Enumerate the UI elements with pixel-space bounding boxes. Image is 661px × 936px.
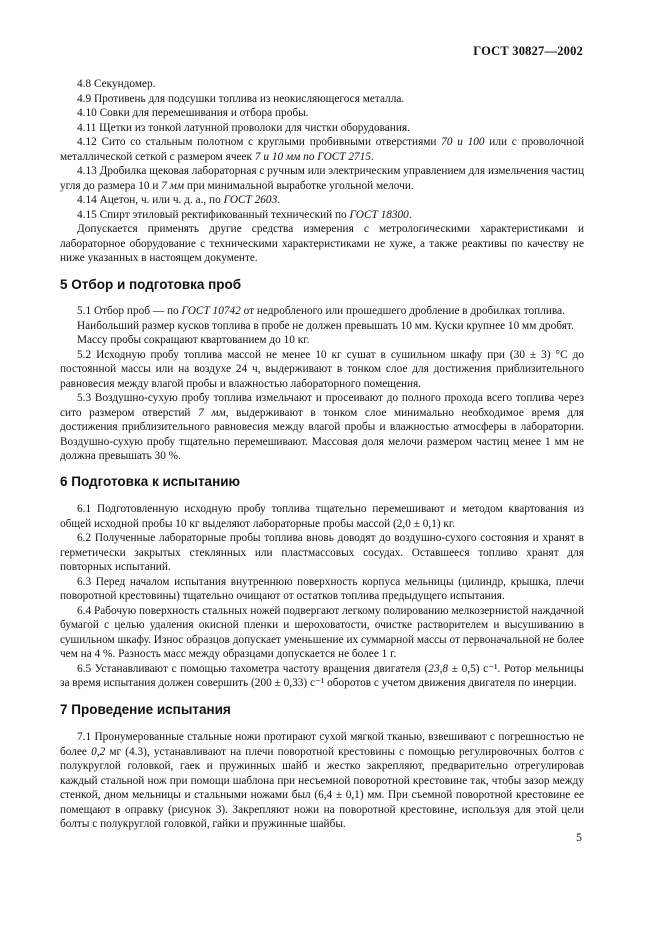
section-7-heading: 7 Проведение испытания [60, 701, 231, 717]
item-4-11: 4.11 Щетки из тонкой латунной проволоки для чистки оборудования. [77, 121, 410, 134]
para-6-3: 6.3 Перед началом испытания внутреннюю поверхность корпуса мельницы (цилиндр, крышка, плечи поворотной крестовины) тщательно очищают от остатков топлива предыдущего испытания. [60, 575, 584, 602]
para-5-3: 5.3 Воздушно-сухую пробу топлива измельчают и просеивают до полного прохода всего топлива через сито размером отверстий 7 мм, выдерживают в тонком слое минимально необходимое время для достижения приблизительного равновесия между влагой пробы и влажностью атмосферы в лаборатории. Воздушно-сухую пробу тщательно перемешивают. Массовая доля мелочи размером частиц менее 1 мм не должна превышать 30 %. [60, 392, 584, 462]
para-5-1-size: Наибольший размер кусков топлива в пробе не должен превышать 10 мм. Куски крупнее 10 мм дробят. [77, 319, 574, 332]
item-4-9: 4.9 Противень для подсушки топлива из неокисляющегося металла. [77, 92, 405, 105]
para-5-1: 5.1 Отбор проб — по ГОСТ 10742 от недробленого или прошедшего дробление в дробилках топлива. [77, 305, 565, 317]
page-body [60, 77, 584, 832]
item-4-14: 4.14 Ацетон, ч. или ч. д. а., по ГОСТ 2603. [77, 194, 281, 206]
para-6-1: 6.1 Подготовленную исходную пробу топлива тщательно перемешивают и методом квартования из общей исходной пробы 10 кг выделяют лабораторные пробы массой (2,0 ± 0,1) кг. [60, 503, 584, 530]
document-code: ГОСТ 30827—2002 [473, 44, 583, 58]
item-4-10: 4.10 Совки для перемешивания и отбора пробы. [77, 107, 309, 119]
permission-note: Допускается применять другие средства измерения с метрологическими характеристиками и лабораторное оборудование с техническими характеристиками не хуже, а также реактивы по качеству не ниже указанных в настоящем документе. [60, 223, 584, 264]
item-4-12: 4.12 Сито со стальным полотном с круглыми пробивными отверстиями 70 и 100 или с проволочной металлической сеткой с размером ячеек 7 и 10 мм по ГОСТ 2715. [60, 136, 584, 163]
para-5-2: 5.2 Исходную пробу топлива массой не менее 10 кг сушат в сушильном шкафу при (30 ± 3) °С до постоянной массы или на воздухе 24 ч, выдерживают в тонком слое для достижения приблизительного равновесия между влагой пробы и влажностью лабораторного помещения. [60, 348, 584, 390]
page-number: 5 [576, 830, 582, 844]
para-7-1: 7.1 Пронумерованные стальные ножи протирают сухой мягкой тканью, взвешивают с погрешностью не более 0,2 мг (4.3), устанавливают на плечи поворотной крестовины с помощью регулировочных болтов с полукруглой головкой, гаек и пружинных шайб и жестко закрепляют, предварительно отрегулировав каждый стальной нож при помощи шаблона при несъемной поворотной крестовине так, чтобы зазор между стенкой, дном мельницы и стальными ножами был (6,4 ± 0,1) мм. При съемной поворотной крестовине ее помещают в оправку (рисунок 3). Закрепляют ножи на поворотной крестовине, используя для этой цели болты с полукруглой головкой, гайки и пружинные шайбы. [60, 731, 584, 830]
item-4-13: 4.13 Дробилка щековая лабораторная с ручным или электрическим управлением для измельчения частиц угля до размера 10 и 7 мм при минимальной выработке угольной мелочи. [60, 165, 584, 192]
para-6-5: 6.5 Устанавливают с помощью тахометра частоту вращения двигателя (23,8 ± 0,5) с⁻¹. Ротор мельницы за время испытания должен совершить (200 ± 0,33) с⁻¹ оборотов с учетом движения двигателя по инерции. [60, 662, 584, 689]
item-4-8: 4.8 Секундомер. [77, 78, 156, 90]
para-6-4: 6.4 Рабочую поверхность стальных ножей подвергают легкому полированию мелкозернистой наждачной бумагой с целью удаления окисной пленки и шероховатости, очистке растворителем и высушиванию в сушильном шкафу. Износ образцов допускает уменьшение их суммарной массы от первоначальной не более чем на 4 %. Разность масс между образцами допускается не более 1 г. [60, 604, 584, 660]
para-5-1-mass: Массу пробы сокращают квартованием до 10 кг. [77, 334, 310, 346]
section-5-heading: 5 Отбор и подготовка проб [60, 276, 242, 292]
section-6-heading: 6 Подготовка к испытанию [60, 473, 241, 489]
item-4-15: 4.15 Спирт этиловый ректификованный технический по ГОСТ 18300. [77, 208, 412, 221]
para-6-2: 6.2 Полученные лабораторные пробы топлива вновь доводят до воздушно-сухого состояния и хранят в герметически закрытых стеклянных или пластмассовых сосудах. Оставшееся топливо хранят для повторных испытаний. [60, 532, 584, 573]
